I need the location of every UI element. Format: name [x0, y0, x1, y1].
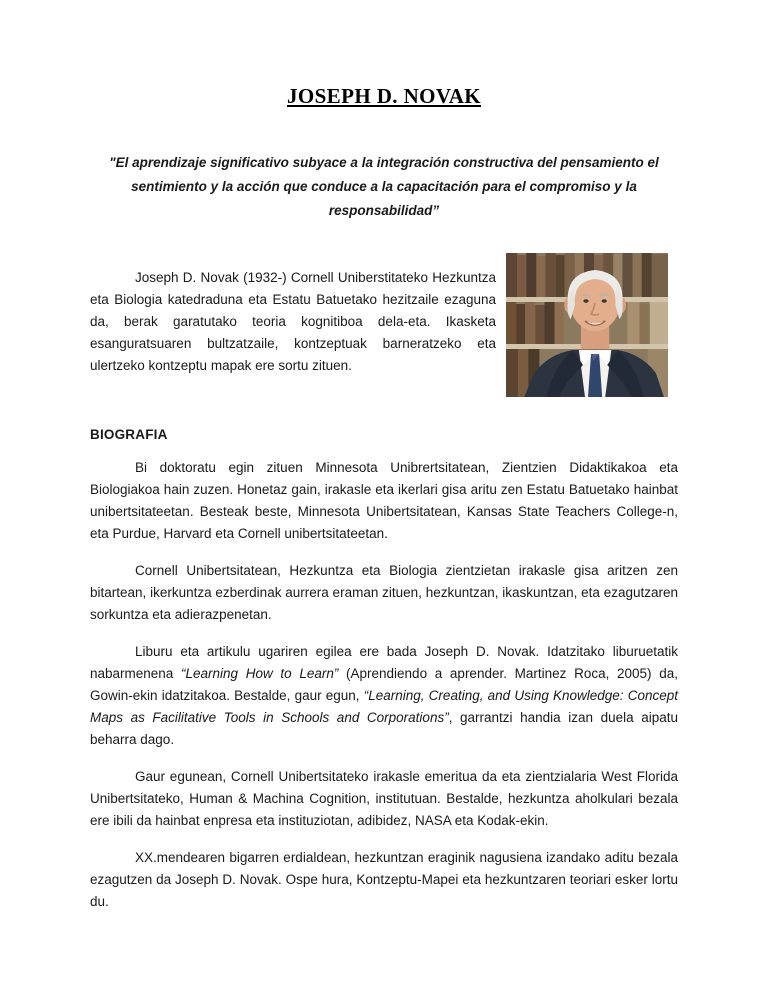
text-segment: , garrantzi handia izan duela aipatu beharra dago.: [90, 710, 678, 747]
biography-paragraph-1: Bi doktoratu egin zituen Minnesota Unibrertsitatean, Zientzien Didaktikakoa eta Biologiakoa hain zuzen. Honetaz gain, irakasle eta ikerlari gisa aritu zen Estatu Batuetako hainbat unibertsitateetan. Besteak beste, Minnesota Unibertsitatean, Kansas State Teachers College-n, eta Purdue, Harvard eta Cornell unibertsitateetan.: [90, 460, 678, 541]
intro-section: [90, 253, 678, 397]
quote-block: "El aprendizaje significativo subyace a la integración constructiva del pensamiento el sentimiento y la acción que conduce a la capacitación para el compromiso y la responsabilidad”: [109, 155, 659, 218]
biography-paragraph-4: Gaur egunean, Cornell Unibertsitateko irakasle emeritua da eta zientzialaria West Florida Unibertsitateko, Human & Machina Cognition, institutuan. Bestalde, hezkuntza aholkulari bezala ere ibili da hainbat enpresa eta instituziotan, adibidez, NASA eta Kodak-ekin.: [90, 769, 678, 828]
text-segment: Liburu eta artikulu ugariren egilea ere bada Joseph D. Novak. Idatzitako liburuetatik nabarmenena: [90, 644, 678, 681]
joseph-novak-portrait-image: [506, 253, 668, 397]
biography-paragraph-2: Cornell Unibertsitatean, Hezkuntza eta Biologia zientzietan irakasle gisa aritzen zen bitartean, ikerkuntza ezberdinak aurrera eraman zituen, hezkuntzan, ikaskuntzan, eta ezagutzaren sorkuntza eta adierazpenetan.: [90, 563, 678, 622]
biography-paragraph-3: [90, 641, 678, 751]
text-segment: (Aprendiendo a aprender. Martinez Roca, 2005) da, Gowin-ekin idatzitakoa. Bestalde, gaur egun,: [90, 666, 678, 703]
joseph-novak-photo: [506, 253, 668, 397]
document-title: JOSEPH D. NOVAK: [286, 84, 482, 108]
book-title-learning-creating-using-knowledge: “Learning, Creating, and Using Knowledge: Concept Maps as Facilitative Tools in Schools and Corporations”: [90, 688, 678, 725]
biography-paragraph-5: XX.mendearen bigarren erdialdean, hezkuntzan eraginik nagusiena izandako aditu bezala ezagutzen da Joseph D. Novak. Ospe hura, Kontzeptu-Mapei eta hezkuntzaren teoriari esker lortu du.: [90, 850, 678, 909]
book-title-learning-how-to-learn: “Learning How to Learn”: [181, 666, 339, 681]
section-heading-biografia: BIOGRAFIA: [90, 427, 168, 442]
intro-paragraph: Joseph D. Novak (1932-) Cornell Uniberstitateko Hezkuntza eta Biologia katedraduna eta Estatu Batuetako hezitzaile ezaguna da, berak garatutako teoria kognitiboa dela-eta. Ikasketa esanguratsuaren bultzatzaile, kontzeptuak barneratzeko eta ulertzeko kontzeptu mapak ere sortu zituen.: [90, 270, 496, 373]
